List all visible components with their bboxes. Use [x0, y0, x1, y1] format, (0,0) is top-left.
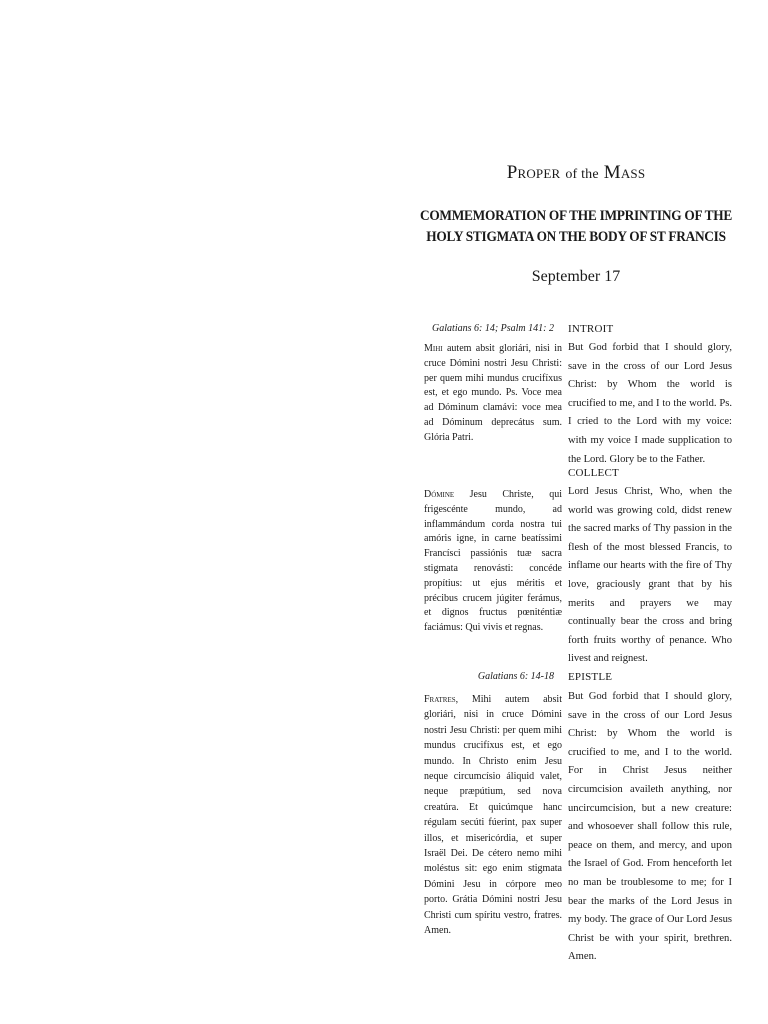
- proper-of-the-mass-heading: [400, 160, 752, 188]
- collect-english-text: Lord Jesus Christ, Who, when the world was growing cold, didst renew the sacred marks of Thy passion in the flesh of the most blessed Francis, to inflame our hearts with the fire of Thy love, graciously grant that by his merits and prayers we may continually bear the cross and bring forth fruits worthy of penance. Who livest and reignest.: [568, 486, 732, 665]
- collect-latin-body: Jesu Christe, qui frigescénte mundo, ad inflammándum corda nostra tui amóris igne, in carne beatíssimi Francísci passiónis tuæ sacra stigmata renovásti: concéde propítius: ut ejus méritis et précibus crucem júgiter ferámus, et dignos fructus pœniténtiæ faciámus: Qui vivis et regnas.: [424, 489, 562, 634]
- epistle-english-text: But God forbid that I should glory, save in the cross of our Lord Jesus Christ: by Whom the world is crucified to me, and I to the world. For in Christ Jesus neither circumcision availeth anything, nor uncircumcision, but a new creature: and whosoever shall follow this rule, peace on them, and mercy, and upon the Israel of God. From henceforth let no man be troublesome to me; for I bear the marks of the Lord Jesus in my body. The grace of Our Lord Jesus Christ be with your spirit, brethren. Amen.: [568, 691, 732, 963]
- collect-latin-initial: Dómine: [424, 489, 455, 500]
- introit-latin-initial: Mihi: [424, 343, 443, 354]
- mass-word: Mass: [603, 162, 646, 183]
- feast-date: September 17: [531, 268, 621, 285]
- epistle-section: [424, 668, 732, 963]
- feast-title: COMMEMORATION OF THE IMPRINTING OF THE HOLY STIGMATA ON THE BODY OF ST FRANCIS: [419, 208, 733, 245]
- introit-reference: Galatians 6: 14; Psalm 141: 2: [432, 323, 554, 334]
- collect-section: [424, 466, 732, 665]
- introit-latin-text: [424, 342, 562, 446]
- introit-english-text: But God forbid that I should glory, save in the cross of our Lord Jesus Christ: by Whom the world is crucified to me, and I to the world. Ps. I cried to the Lord with my voice: with my voice I made supplication to the Lord. Glory be to the Father.: [568, 342, 732, 465]
- epistle-latin-initial: Fratres: [424, 694, 456, 705]
- page-header: [400, 160, 752, 288]
- epistle-latin-body: , Mihi autem absit gloriári, nisi in cruce Dómini nostri Jesu Christi: per quem mihi mundus crucifíxus est, et ego mundo. In Christo enim Jesu neque circumcísio áliquid valet, neque præpútium, sed nova creatúra. Et quicúmque hanc régulam secúti fúerint, pax super illos, et misericórdia, et super Israël Dei. De cétero nemo mihi moléstus sit: ego enim stigmata Dómini Jesu in córpore meo porto. Grátia Dómini nostri Jesu Christi cum spíritu vestro, fratres. Amen.: [424, 694, 562, 937]
- introit-label: INTROIT: [568, 323, 614, 335]
- collect-label: COLLECT: [568, 467, 619, 479]
- introit-section: [424, 320, 732, 465]
- collect-latin-text: [424, 488, 562, 636]
- of-the-word: of the: [565, 167, 599, 182]
- introit-latin-body: autem absit gloriári, nisi in cruce Dómini nostri Jesu Christi: per quem mihi mundus crucifíxus est, et ego mundo. Ps. Voce mea ad Dóminum clamávi: voce mea ad Dóminum deprecátus sum. Glória Patri.: [424, 343, 562, 443]
- proper-word: Proper: [506, 162, 561, 183]
- epistle-label: EPISTLE: [568, 671, 613, 683]
- epistle-reference: Galatians 6: 14-18: [477, 671, 554, 682]
- epistle-latin-text: [424, 692, 562, 939]
